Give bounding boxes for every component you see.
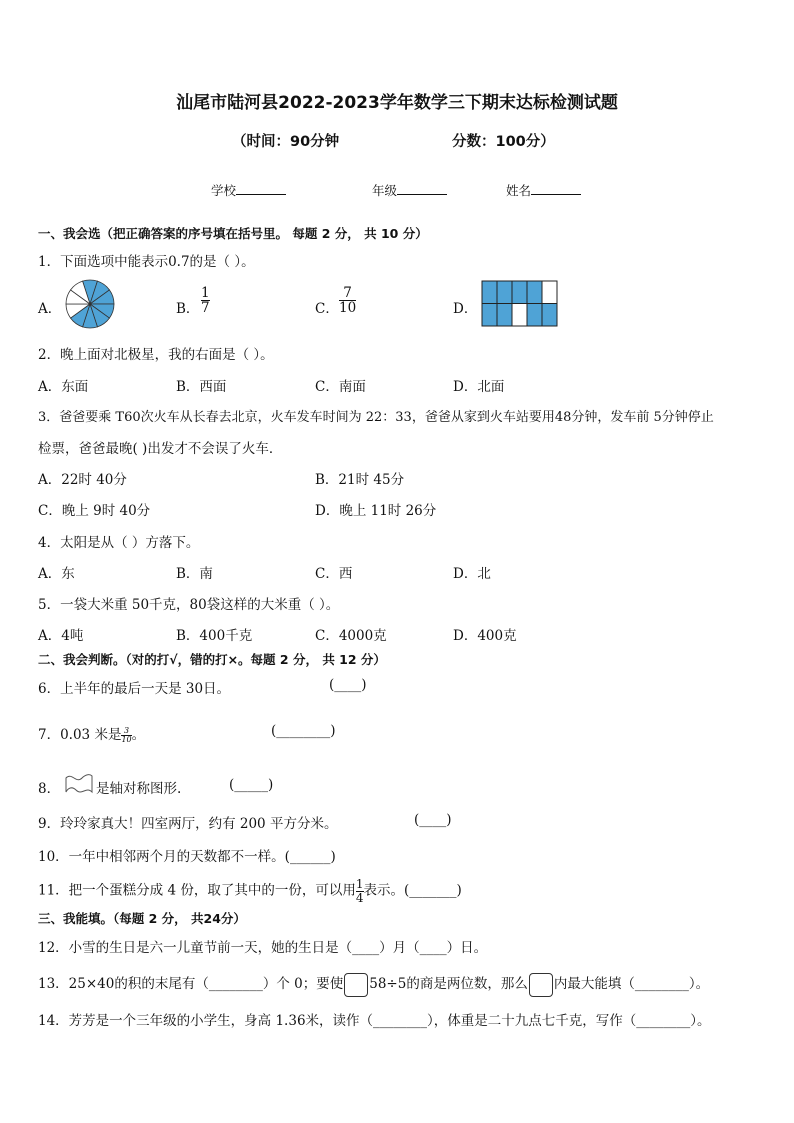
grid-cell bbox=[482, 281, 497, 304]
q11-fraction: $\frac{1}{4}$ bbox=[355, 877, 364, 905]
question-12: 12．小雪的生日是六一儿童节前一天，她的生日是（____）月（____）日。 bbox=[38, 940, 488, 956]
section-2-heading: 二、我会判断。（对的打√，错的打×。每题 2 分， 共 12 分） bbox=[38, 652, 386, 667]
q7-answer-blank[interactable]: (________) bbox=[271, 723, 336, 739]
question-3-line-2: 检票，爸爸最晚( )出发才不会误了火车． bbox=[38, 441, 283, 457]
grid-cell bbox=[542, 281, 557, 304]
question-13: 13．25×40的积的末尾有（________）个 0；要使 58÷5的商是两位数，那么 内最大能填（________）。 bbox=[38, 972, 709, 997]
grid-cell bbox=[527, 281, 542, 304]
q5-option-d[interactable]: D．400克 bbox=[453, 628, 517, 644]
question-6: 6．上半年的最后一天是 30日。 bbox=[38, 681, 231, 697]
grid-cell bbox=[512, 304, 527, 327]
question-8: 是轴对称图形. bbox=[96, 781, 182, 797]
exam-score: 分数：100分） bbox=[452, 134, 555, 150]
q1-option-c-fraction: $\frac{7}{10}$ bbox=[339, 285, 357, 317]
question-7: 7．0.03 米是 $\frac{3}{10}$ 。 bbox=[38, 725, 146, 744]
q4-option-a[interactable]: A．东 bbox=[38, 566, 75, 582]
q13-box-1[interactable] bbox=[344, 973, 368, 997]
q8-answer-blank[interactable]: (_____) bbox=[229, 777, 274, 793]
grade-field[interactable]: 年级 bbox=[372, 181, 447, 199]
grade-blank[interactable] bbox=[397, 182, 447, 195]
name-field[interactable]: 姓名 bbox=[506, 181, 581, 199]
question-8-number: 8． bbox=[38, 781, 61, 797]
q2-option-b[interactable]: B．西面 bbox=[176, 379, 227, 395]
grid-cell bbox=[512, 281, 527, 304]
question-10: 10．一年中相邻两个月的天数都不一样。(______) bbox=[38, 849, 336, 865]
q1-grid-figure bbox=[481, 280, 558, 327]
wave-shape-figure bbox=[64, 772, 94, 796]
q4-option-c[interactable]: C．西 bbox=[315, 566, 353, 582]
q1-option-a-label[interactable]: A． bbox=[38, 301, 62, 317]
q1-option-b-fraction: $\frac{1}{7}$ bbox=[201, 285, 210, 317]
q3-option-d[interactable]: D．晚上 11时 26分 bbox=[315, 503, 437, 519]
q6-answer-blank[interactable]: (____) bbox=[329, 677, 367, 693]
q3-option-c[interactable]: C．晚上 9时 40分 bbox=[38, 503, 151, 519]
grid-cell bbox=[497, 304, 512, 327]
q4-option-b[interactable]: B．南 bbox=[176, 566, 213, 582]
q1-option-b-label[interactable]: B． bbox=[176, 301, 200, 317]
question-5: 5．一袋大米重 50千克，80袋这样的大米重（ ）。 bbox=[38, 597, 340, 613]
q2-option-d[interactable]: D．北面 bbox=[453, 379, 505, 395]
grid-cell bbox=[542, 304, 557, 327]
section-3-heading: 三、我能填。（每题 2 分， 共24分） bbox=[38, 911, 246, 926]
q9-answer-blank[interactable]: (____) bbox=[414, 812, 452, 828]
q5-option-c[interactable]: C．4000克 bbox=[315, 628, 387, 644]
grid-cell bbox=[497, 281, 512, 304]
school-blank[interactable] bbox=[236, 182, 286, 195]
q5-option-b[interactable]: B．400千克 bbox=[176, 628, 253, 644]
question-4: 4．太阳是从（ ）方落下。 bbox=[38, 535, 200, 551]
question-1: 1．下面选项中能表示0.7的是（ ）。 bbox=[38, 254, 255, 270]
grid-cell bbox=[527, 304, 542, 327]
question-3-line-1: 3．爸爸要乘 T60次火车从长春去北京，火车发车时间为 22：33，爸爸从家到火车站要用48分钟，发车前 5分钟停止 bbox=[38, 410, 714, 425]
q2-option-a[interactable]: A．东面 bbox=[38, 379, 89, 395]
q4-option-d[interactable]: D．北 bbox=[453, 566, 491, 582]
q5-option-a[interactable]: A．4吨 bbox=[38, 628, 84, 644]
q1-option-d-label[interactable]: D． bbox=[453, 301, 478, 317]
name-blank[interactable] bbox=[531, 182, 581, 195]
q3-option-a[interactable]: A．22时 40分 bbox=[38, 472, 127, 488]
q2-option-c[interactable]: C．南面 bbox=[315, 379, 366, 395]
exam-time: （时间：90分钟 bbox=[232, 134, 340, 150]
question-11: 11．把一个蛋糕分成 4 份，取了其中的一份，可以用 $\frac{1}{4}$ 表示。(_______) bbox=[38, 877, 462, 905]
q1-option-c-label[interactable]: C． bbox=[315, 301, 339, 317]
page-title: 汕尾市陆河县2022-2023学年数学三下期末达标检测试题 bbox=[176, 93, 618, 113]
grid-cell bbox=[482, 304, 497, 327]
q13-box-2[interactable] bbox=[529, 973, 553, 997]
section-1-heading: 一、我会选（把正确答案的序号填在括号里。 每题 2 分， 共 10 分） bbox=[38, 226, 428, 241]
question-14: 14．芳芳是一个三年级的小学生，身高 1.36米，读作（________），体重是二十九点七千克，写作（________）。 bbox=[38, 1013, 711, 1029]
q7-fraction: $\frac{3}{10}$ bbox=[121, 725, 132, 744]
question-2: 2．晚上面对北极星，我的右面是（ ）。 bbox=[38, 347, 274, 363]
school-field[interactable]: 学校 bbox=[211, 181, 286, 199]
question-9: 9．玲玲家真大！四室两厅，约有 200 平方分米。 bbox=[38, 816, 338, 832]
q1-pie-figure bbox=[64, 278, 116, 330]
q3-option-b[interactable]: B．21时 45分 bbox=[315, 472, 405, 488]
